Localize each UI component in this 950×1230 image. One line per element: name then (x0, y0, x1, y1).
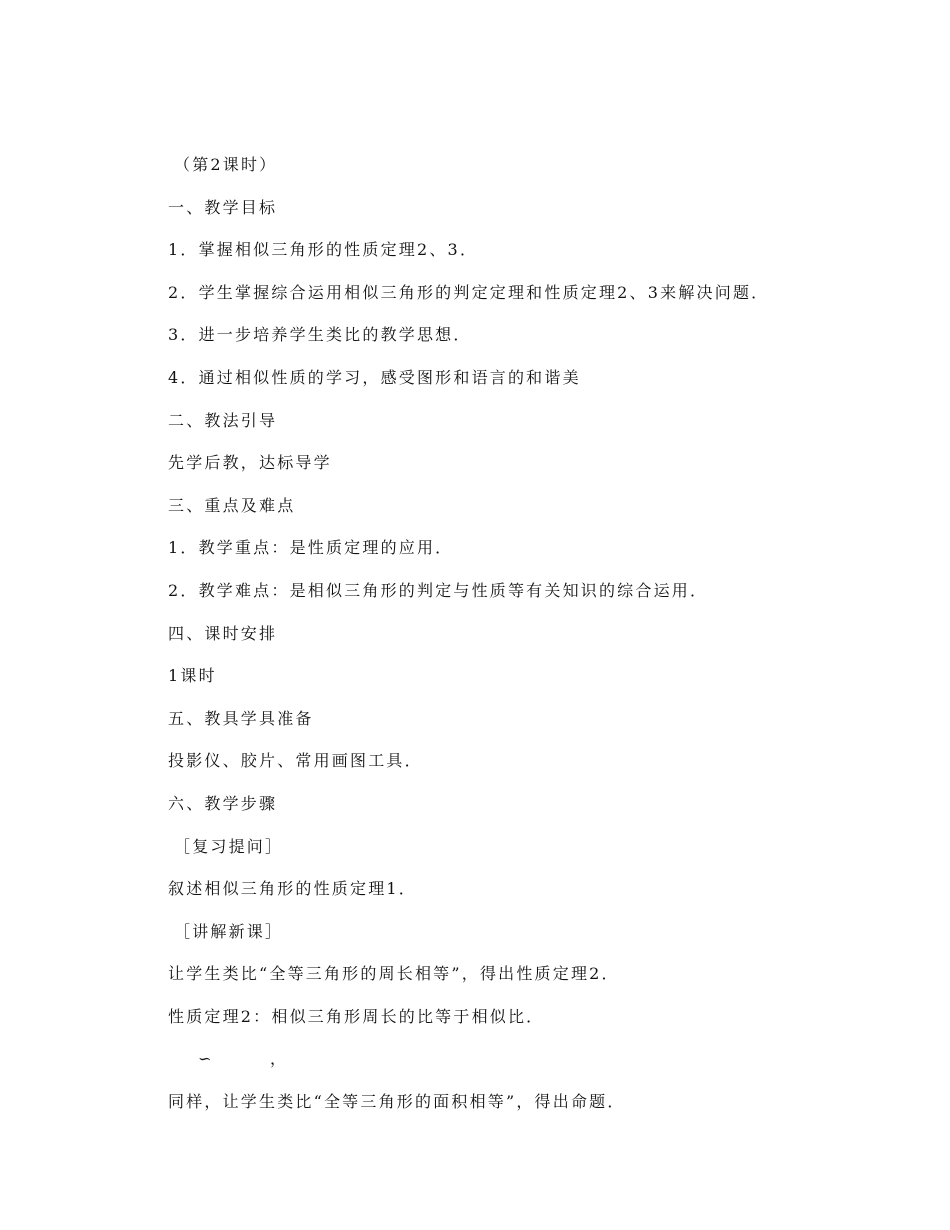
theorem-2-text: 性质定理2：相似三角形周长的比等于相似比． (168, 1006, 545, 1026)
analogy-area-text: 同样，让学生类比“全等三角形的面积相等”，得出命题． (168, 1092, 626, 1112)
analogy-perimeter-text: 让学生类比“全等三角形的周长相等”，得出性质定理2． (168, 964, 620, 984)
key-point-text: 1．教学重点：是性质定理的应用． (168, 538, 454, 558)
review-label: ［复习提问］ (174, 836, 284, 856)
lesson-tag: （第2课时） (174, 155, 278, 174)
section-heading-tools: 五、教具学具准备 (168, 708, 314, 728)
section-heading-schedule: 四、课时安排 (168, 623, 278, 643)
objective-item-4: 4．通过相似性质的学习，感受图形和语言的和谐美 (168, 367, 581, 387)
objective-item-3: 3．进一步培养学生类比的教学思想． (168, 325, 472, 345)
tools-text: 投影仪、胶片、常用画图工具． (168, 751, 423, 771)
objective-item-1: 1．掌握相似三角形的性质定理2、3． (168, 240, 479, 260)
review-text: 叙述相似三角形的性质定理1． (168, 879, 417, 899)
difficulty-text: 2．教学难点：是相似三角形的判定与性质等有关知识的综合运用． (168, 580, 709, 600)
schedule-text: 1课时 (168, 666, 217, 686)
section-heading-objectives: 一、教学目标 (168, 197, 278, 217)
similar-symbol: ∽ (198, 1049, 214, 1069)
section-heading-method: 二、教法引导 (168, 410, 278, 430)
new-lesson-label: ［讲解新课］ (174, 921, 284, 941)
objective-item-2: 2．学生掌握综合运用相似三角形的判定定理和性质定理2、3来解决问题． (168, 282, 770, 302)
section-heading-steps: 六、教学步骤 (168, 793, 278, 813)
document-body (168, 150, 888, 1130)
section-heading-focus: 三、重点及难点 (168, 495, 296, 515)
formula-comma: ， (270, 1049, 289, 1069)
formula-line (168, 1044, 888, 1087)
method-text: 先学后教，达标导学 (168, 453, 332, 473)
